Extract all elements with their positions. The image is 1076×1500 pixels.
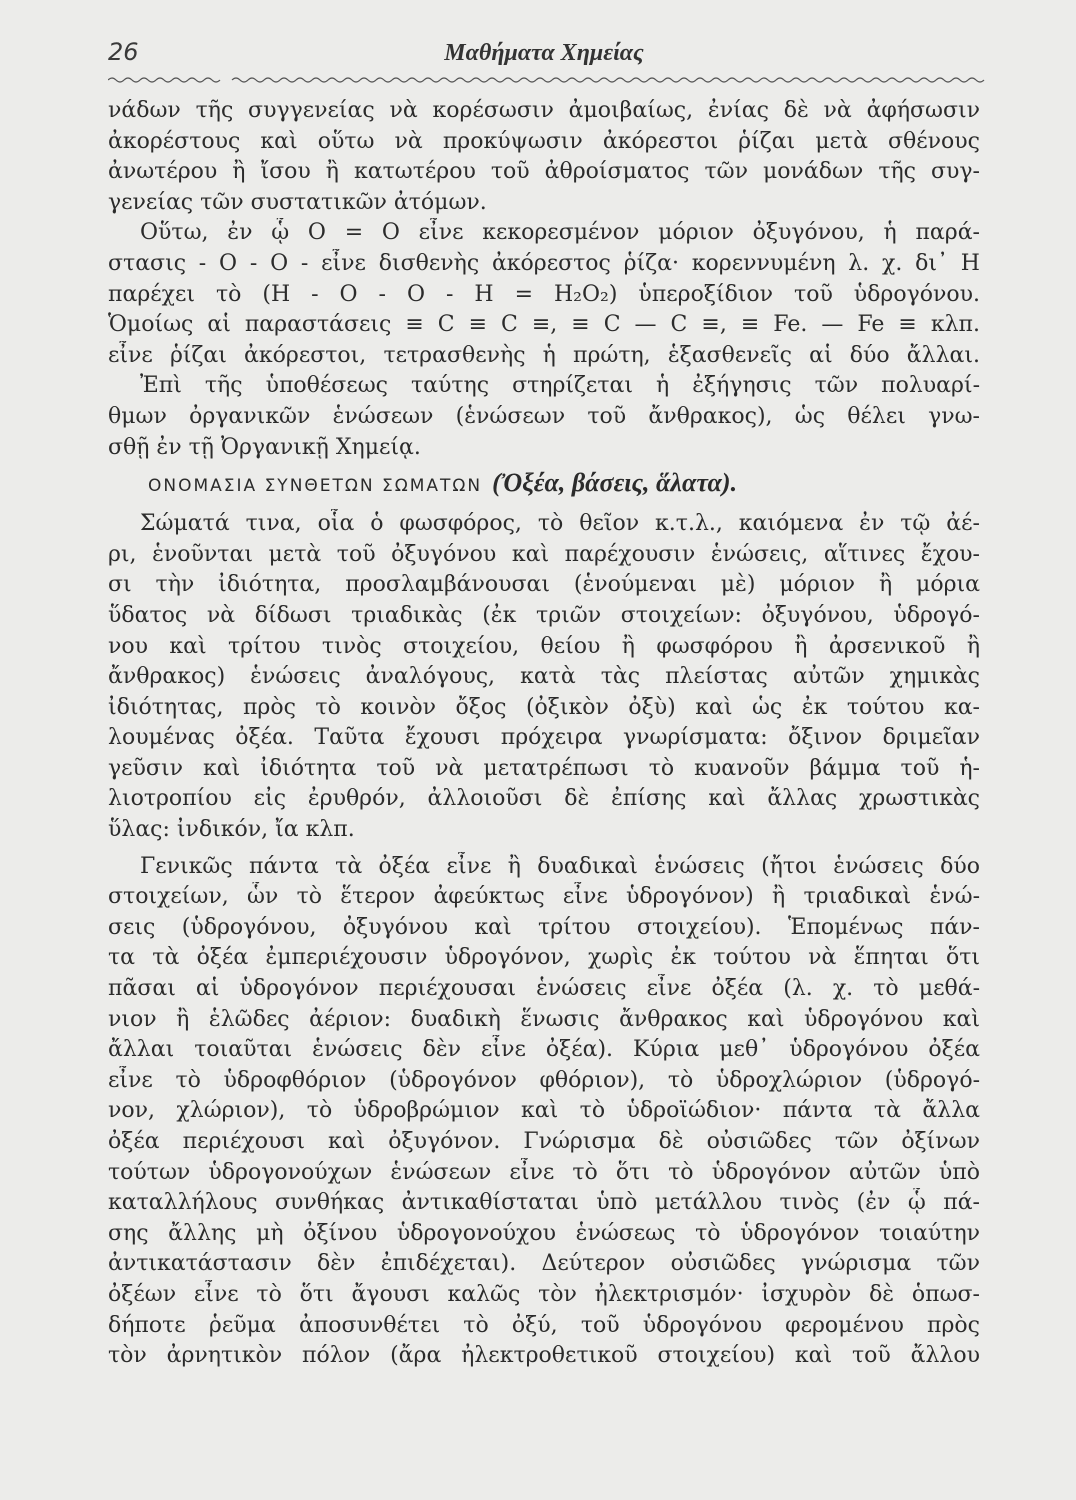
- text-line: ἀνωτέρου ἢ ἴσου ἢ κατωτέρου τοῦ ἀθροίσματος τῶν μονάδων τῆς συγ-: [108, 159, 980, 185]
- header-wavy-rule: [108, 74, 988, 86]
- section-heading-subtitle: (Ὀξέα, βάσεις, ἅλατα).: [492, 468, 738, 498]
- text-line: καταλλήλους συνθήκας ἀντικαθίσταται ὑπὸ μετάλλου τινὸς (ἐν ᾧ πά-: [108, 1190, 980, 1216]
- running-title: Μαθήματα Χημείας: [444, 40, 644, 66]
- text-line: σεις (ὑδρογόνου, ὀξυγόνου καὶ τρίτου στοιχείου). Ἑπομένως πάν-: [108, 914, 980, 940]
- text-line: τα τὰ ὀξέα ἐμπεριέχουσιν ὑδρογόνον, χωρὶς ἐκ τούτου νὰ ἕπηται ὅτι: [108, 945, 980, 971]
- text-line: τὸν ἀρνητικὸν πόλον (ἄρα ἠλεκτροθετικοῦ στοιχείου) καὶ τοῦ ἄλλου: [108, 1343, 980, 1369]
- text-line: ρι, ἑνοῦνται μετὰ τοῦ ὀξυγόνου καὶ παρέχουσιν ἑνώσεις, αἵτινες ἔχου-: [108, 541, 980, 567]
- section-heading-caps: ΟΝΟΜΑΣΙΑ ΣΥΝΘΕΤΩΝ ΣΩΜΑΤΩΝ: [148, 476, 483, 497]
- text-line: Ἐπὶ τῆς ὑποθέσεως ταύτης στηρίζεται ἡ ἐξήγησις τῶν πολυαρί-: [140, 373, 980, 399]
- paragraph-1: [108, 96, 980, 218]
- text-line: ὀξέων εἶνε τὸ ὅτι ἄγουσι καλῶς τὸν ἠλεκτρισμόν· ἰσχυρὸν δὲ ὁπωσ-: [108, 1281, 980, 1307]
- text-line: τούτων ὑδρογονούχων ἑνώσεων εἶνε τὸ ὅτι τὸ ὑδρογόνον αὐτῶν ὑπὸ: [108, 1159, 980, 1185]
- text-line: εἶνε τὸ ὑδροφθόριον (ὑδρογόνον φθόριον), τὸ ὑδροχλώριον (ὑδρογό-: [108, 1067, 980, 1093]
- text-line: στοιχείων, ὧν τὸ ἕτερον ἀφεύκτως εἶνε ὑδρογόνον) ἢ τριαδικαὶ ἑνώ-: [108, 884, 980, 910]
- text-line: σι τὴν ἰδιότητα, προσλαμβάνουσαι (ἑνούμεναι μὲ) μόριον ἢ μόρια: [108, 572, 980, 598]
- text-line: ἄλλαι τοιαῦται ἑνώσεις δὲν εἶνε ὀξέα). Κύρια μεθ᾿ ὑδρογόνου ὀξέα: [108, 1037, 980, 1063]
- text-line: νον, χλώριον), τὸ ὑδροβρώμιον καὶ τὸ ὑδροϊώδιον· πάντα τὰ ἄλλα: [108, 1098, 980, 1124]
- text-line: νου καὶ τρίτου τινὸς στοιχείου, θείου ἢ φωσφόρου ἢ ἀρσενικοῦ ἢ: [108, 633, 980, 659]
- text-line: λιοτροπίου εἰς ἐρυθρόν, ἀλλοιοῦσι δὲ ἐπίσης καὶ ἄλλας χρωστικὰς: [108, 786, 980, 812]
- body-text: [108, 96, 980, 1372]
- text-line: ἰδιότητας, πρὸς τὸ κοινὸν ὄξος (ὀξικὸν ὀξὺ) καὶ ὡς ἐκ τούτου κα-: [108, 694, 980, 720]
- text-line: Σώματά τινα, οἷα ὁ φωσφόρος, τὸ θεῖον κ.τ.λ., καιόμενα ἐν τῷ ἀέ-: [140, 511, 980, 537]
- text-line: ἄνθρακος) ἑνώσεις ἀναλόγους, κατὰ τὰς πλείστας αὐτῶν χημικὰς: [108, 664, 980, 690]
- paragraph-2: [108, 218, 980, 371]
- page-header: [108, 38, 980, 86]
- page-number: 26: [108, 38, 139, 66]
- text-line: ὀξέα περιέχουσι καὶ ὀξυγόνον. Γνώρισμα δὲ οὐσιῶδες τῶν ὀξίνων: [108, 1129, 980, 1154]
- paragraph-4: [108, 509, 980, 846]
- text-line: γεῦσιν καὶ ἰδιότητα τοῦ νὰ μετατρέπωσι τὸ κυανοῦν βάμμα τοῦ ἡ-: [108, 755, 980, 781]
- text-line: Γενικῶς πάντα τὰ ὀξέα εἶνε ἢ δυαδικαὶ ἑνώσεις (ἤτοι ἑνώσεις δύο: [140, 853, 980, 879]
- text-line: στασις - O - O - εἶνε δισθενὴς ἀκόρεστος ῥίζα· κορεννυμένη λ. χ. δι᾿ H: [108, 250, 980, 276]
- text-line: θμων ὀργανικῶν ἑνώσεων (ἑνώσεων τοῦ ἄνθρακος), ὡς θέλει γνω-: [108, 403, 980, 429]
- text-line: γενείας τῶν συστατικῶν ἀτόμων.: [108, 189, 487, 215]
- text-line: ἀκορέστους καὶ οὕτω νὰ προκύψωσιν ἀκόρεστοι ῥίζαι μετὰ σθένους: [108, 128, 980, 154]
- text-line: σης ἄλλης μὴ ὀξίνου ὑδρογονούχου ἑνώσεως τὸ ὑδρογόνον τοιαύτην: [108, 1220, 980, 1246]
- text-line: δήποτε ῥεῦμα ἀποσυνθέτει τὸ ὀξύ, τοῦ ὑδρογόνου φερομένου πρὸς: [108, 1312, 980, 1338]
- text-line: πᾶσαι αἱ ὑδρογόνον περιέχουσαι ἑνώσεις εἶνε ὀξέα (λ. χ. τὸ μεθά-: [108, 976, 980, 1002]
- text-line: ὕλας: ἰνδικόν, ἴα κλπ.: [108, 817, 355, 843]
- text-line: ἀντικατάστασιν δὲν ἐπιδέχεται). Δεύτερον οὐσιῶδες γνώρισμα τῶν: [108, 1251, 980, 1277]
- text-line: νιον ἢ ἑλῶδες ἀέριον: δυαδικὴ ἕνωσις ἄνθρακος καὶ ὑδρογόνου καὶ: [108, 1006, 980, 1032]
- text-line: Οὕτω, ἐν ᾧ O = O εἶνε κεκορεσμένον μόριον ὀξυγόνου, ἡ παρά-: [140, 220, 980, 246]
- paragraph-5: [108, 852, 980, 1372]
- text-line: λουμένας ὀξέα. Ταῦτα ἔχουσι πρόχειρα γνωρίσματα: ὄξινον δριμεῖαν: [108, 725, 980, 751]
- section-heading: [108, 463, 980, 509]
- text-line: εἶνε ῥίζαι ἀκόρεστοι, τετρασθενὴς ἡ πρώτη, ἑξασθενεῖς αἱ δύο ἄλλαι.: [108, 342, 980, 368]
- text-line: Ὁμοίως αἱ παραστάσεις ≡ C ≡ C ≡, ≡ C — C ≡, ≡ Fe. — Fe ≡ κλπ.: [108, 312, 980, 338]
- text-line: ὕδατος νὰ δίδωσι τριαδικὰς (ἐκ τριῶν στοιχείων: ὀξυγόνου, ὑδρογό-: [108, 602, 980, 628]
- text-line: σθῇ ἐν τῇ Ὀργανικῇ Χημείᾳ.: [108, 434, 421, 460]
- text-line: νάδων τῆς συγγενείας νὰ κορέσωσιν ἀμοιβαίως, ἐνίας δὲ νὰ ἀφήσωσιν: [108, 98, 980, 123]
- paragraph-3: [108, 371, 980, 463]
- text-line: παρέχει τὸ (H - O - O - H = H₂O₂) ὑπεροξίδιον τοῦ ὑδρογόνου.: [108, 281, 980, 307]
